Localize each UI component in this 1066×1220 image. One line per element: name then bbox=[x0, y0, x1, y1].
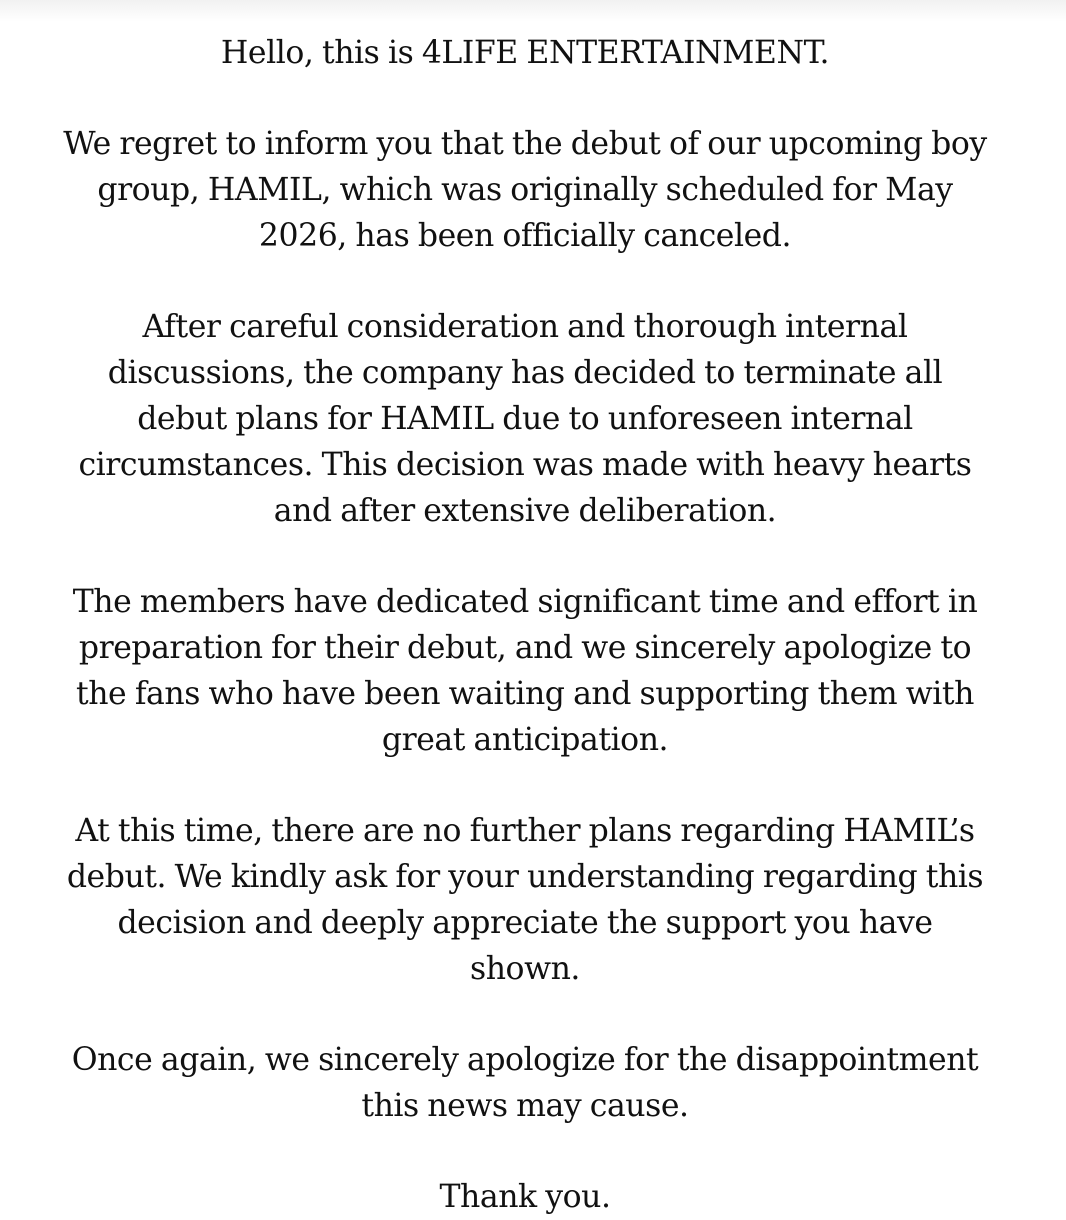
closing: Thank you. bbox=[439, 1179, 611, 1215]
paragraph-no-further-plans: At this time, there are no further plans regarding HAMIL’s debut. We kindly ask for your understanding regarding this decision and deeply appreciate the support you have shown. bbox=[66, 813, 984, 987]
paragraph-debut-canceled: We regret to inform you that the debut of our upcoming boy group, HAMIL, which was originally scheduled for May 2026, has been officially canceled. bbox=[63, 126, 987, 254]
top-edge bbox=[0, 0, 1066, 22]
greeting: Hello, this is 4LIFE ENTERTAINMENT. bbox=[220, 35, 830, 71]
paragraph-apology-to-fans: The members have dedicated significant time and effort in preparation for their debut, and we sincerely apologize to the fans who have been waiting and supporting them with great anticipation. bbox=[72, 584, 978, 758]
paragraph-decision: After careful consideration and thorough internal discussions, the company has decided to terminate all debut plans for HAMIL due to unforeseen internal circumstances. This decision was made with heavy hearts and after extensive deliberation. bbox=[78, 309, 972, 529]
announcement bbox=[0, 30, 1066, 1220]
paragraph-final-apology: Once again, we sincerely apologize for the disappointment this news may cause. bbox=[71, 1042, 979, 1124]
